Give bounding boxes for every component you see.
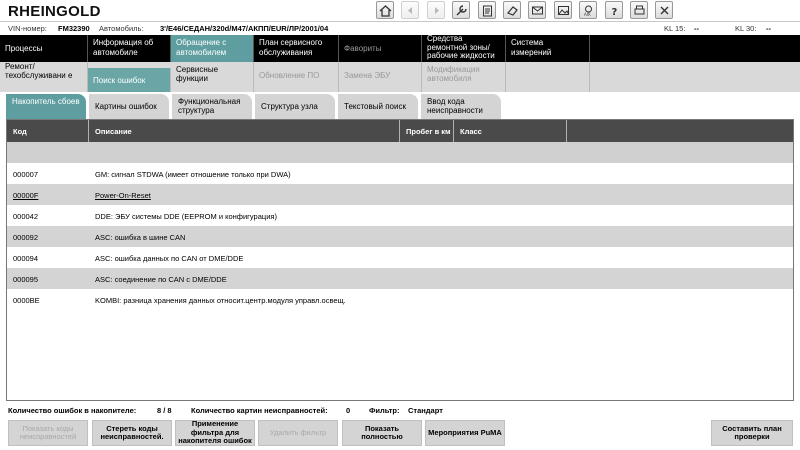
- col-code[interactable]: Код: [7, 120, 89, 142]
- back-icon[interactable]: [401, 1, 419, 19]
- row-code: 000092: [13, 233, 39, 242]
- tab-fault-patterns[interactable]: Картины ошибок: [89, 94, 169, 119]
- subnav-fault-search[interactable]: Поиск ошибок: [88, 68, 171, 92]
- nav-favorites[interactable]: Фавориты: [339, 35, 422, 62]
- row-description: ASC: соединение по CAN с DME/DDE: [95, 275, 227, 284]
- app-logo: RHEINGOLD: [8, 3, 101, 20]
- filter-label: Фильтр:: [369, 406, 400, 415]
- create-test-plan-button[interactable]: Составить план проверки: [711, 420, 793, 446]
- nav-measuring-system[interactable]: Система измерений: [506, 35, 590, 62]
- wrench-icon[interactable]: [452, 1, 470, 19]
- clipboard-icon[interactable]: [478, 1, 496, 19]
- svg-text:?: ?: [611, 7, 617, 17]
- subnav-software-update[interactable]: Обновление ПО: [254, 62, 339, 92]
- subnav-empty: [506, 62, 590, 92]
- nav-workshop-tools[interactable]: Средства ремонтной зоны/ рабочие жидкости: [422, 35, 506, 62]
- table-row[interactable]: [7, 163, 793, 184]
- table-row[interactable]: [7, 226, 793, 247]
- table-row[interactable]: [7, 184, 793, 205]
- filter-value: Стандарт: [408, 406, 443, 415]
- car-label: Автомобиль:: [99, 24, 144, 33]
- tabs-row: [0, 92, 800, 119]
- status-bar: [8, 405, 788, 417]
- row-code: 000095: [13, 275, 39, 284]
- sub-nav: [0, 62, 800, 92]
- filter-row: [7, 142, 793, 163]
- table-row[interactable]: [7, 289, 793, 310]
- col-class[interactable]: Класс: [454, 120, 567, 142]
- table-row[interactable]: [7, 268, 793, 289]
- tab-node-structure[interactable]: Структура узла: [255, 94, 335, 119]
- kl15-value: --: [694, 24, 699, 33]
- fault-table: [6, 119, 794, 401]
- subnav-repair[interactable]: Ремонт/ техобслуживани е: [0, 62, 88, 92]
- eraser-icon[interactable]: [503, 1, 521, 19]
- errors-count-value: 8 / 8: [157, 406, 172, 415]
- nav-vehicle-handling[interactable]: Обращение с автомобилем: [171, 35, 254, 62]
- close-icon[interactable]: [655, 1, 673, 19]
- tab-text-search[interactable]: Текстовый поиск: [338, 94, 418, 119]
- row-description: GM: сигнал STDWA (имеет отношение только при DWA): [95, 170, 291, 179]
- show-all-button[interactable]: Показать полностью: [342, 420, 422, 446]
- row-description: ASC: ошибка данных по CAN от DME/DDE: [95, 254, 244, 263]
- tab-functional-structure[interactable]: Функциональная структура: [172, 94, 252, 119]
- home-icon[interactable]: [376, 1, 394, 19]
- image-icon[interactable]: [554, 1, 572, 19]
- col-mileage[interactable]: Пробег в км: [400, 120, 454, 142]
- patterns-count-value: 0: [346, 406, 351, 415]
- patterns-count-label: Количество картин неисправностей:: [191, 406, 328, 415]
- table-row[interactable]: [7, 247, 793, 268]
- remove-filter-button[interactable]: Удалить фильтр: [258, 420, 338, 446]
- kl15-label: KL 15:: [664, 24, 686, 33]
- nav-service-plan[interactable]: План сервисного обслуживания: [254, 35, 339, 62]
- vin-label: VIN-номер:: [8, 24, 47, 33]
- title-bar: [0, 0, 800, 22]
- row-description[interactable]: Power-On-Reset: [95, 191, 151, 200]
- row-code: 0000BE: [13, 296, 40, 305]
- row-code: 000007: [13, 170, 39, 179]
- kl30-label: KL 30:: [735, 24, 757, 33]
- tab-fault-code-input[interactable]: Ввод кода неисправности: [421, 94, 501, 119]
- table-header: [7, 120, 793, 142]
- errors-count-label: Количество ошибок в накопителе:: [8, 406, 137, 415]
- table-row[interactable]: [7, 205, 793, 226]
- toolbar: [376, 1, 681, 21]
- subnav-vehicle-modification[interactable]: Модификация автомобиля: [422, 62, 506, 92]
- subnav-ecu-replace[interactable]: Замена ЭБУ: [339, 62, 422, 92]
- row-code: 000094: [13, 254, 39, 263]
- car-value: 3'/E46/СЕДАН/320d/M47/АКПП/EUR/ЛР/2001/04: [160, 24, 329, 33]
- printer-icon[interactable]: [630, 1, 648, 19]
- tab-fault-memory[interactable]: Накопитель сбоев: [6, 94, 86, 119]
- svg-text:AIR: AIR: [584, 12, 591, 17]
- forward-icon[interactable]: [427, 1, 445, 19]
- kl30-value: --: [766, 24, 771, 33]
- subnav-service-functions[interactable]: Сервисные функции: [171, 62, 254, 92]
- vehicle-info-bar: [0, 22, 800, 35]
- vin-value: FM32390: [58, 24, 90, 33]
- nav-vehicle-info[interactable]: Информация об автомобиле: [88, 35, 171, 62]
- apply-filter-button[interactable]: Применение фильтра для накопителя ошибок: [175, 420, 255, 446]
- row-code: 000042: [13, 212, 39, 221]
- row-code[interactable]: 00000F: [13, 191, 39, 200]
- col-description[interactable]: Описание: [89, 120, 400, 142]
- table-body: [7, 163, 793, 310]
- air-icon[interactable]: [579, 1, 597, 19]
- row-description: ASC: ошибка в шине CAN: [95, 233, 186, 242]
- main-nav: [0, 35, 800, 62]
- erase-fault-codes-button[interactable]: Стереть коды неисправностей.: [92, 420, 172, 446]
- nav-processes[interactable]: Процессы: [0, 35, 88, 62]
- row-description: KOMBI: разница хранения данных относит.центр.модуля управл.освещ.: [95, 296, 346, 305]
- mail-icon[interactable]: [528, 1, 546, 19]
- puma-measures-button[interactable]: Мероприятия PuMA: [425, 420, 505, 446]
- row-description: DDE: ЭБУ системы DDE (EEPROM и конфигурация): [95, 212, 277, 221]
- help-icon[interactable]: [605, 1, 623, 19]
- show-fault-codes-button[interactable]: Показать коды неисправностей: [8, 420, 88, 446]
